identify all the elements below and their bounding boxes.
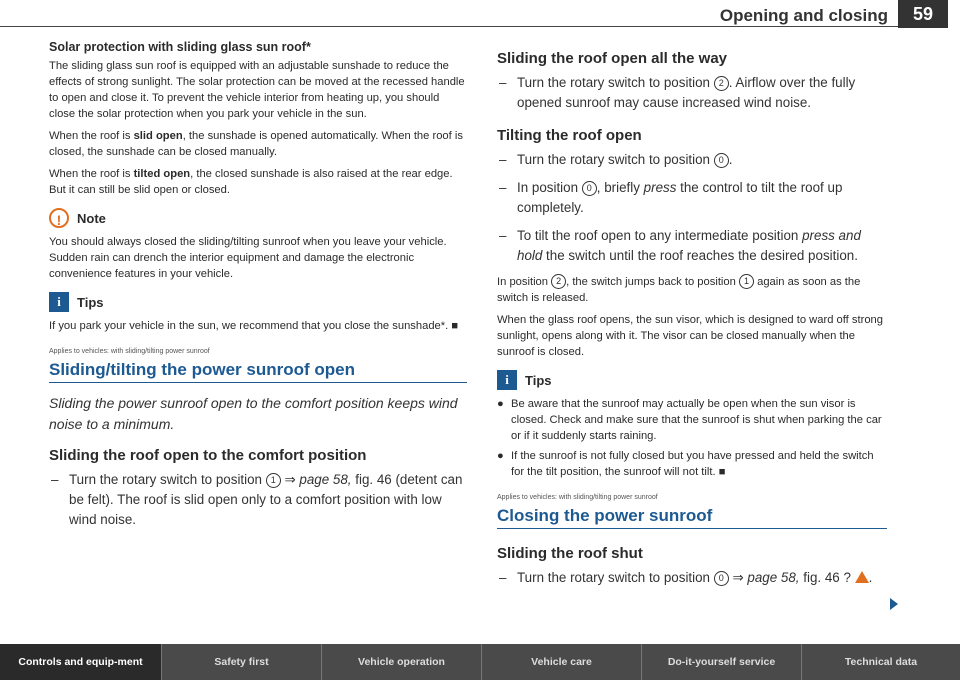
info-icon: i	[49, 292, 69, 312]
position-marker: 2	[551, 274, 566, 289]
page-reference-link[interactable]: page 58,	[299, 472, 352, 487]
all-way-heading: Sliding the roof open all the way	[497, 50, 728, 67]
note-heading	[49, 208, 467, 228]
section-rule	[49, 382, 467, 383]
tips-text: If you park your vehicle in the sun, we recommend that you close the sunshade*. ■	[49, 320, 459, 332]
header-rule	[0, 26, 918, 27]
footer-tab-care[interactable]: Vehicle care	[482, 644, 642, 680]
position-marker: 2	[714, 76, 729, 91]
position-marker: 0	[714, 153, 729, 168]
all-way-step: – Turn the rotary switch to position 2 . Airflow over the fully opened sunroof may cause increased wind noise.	[499, 75, 856, 110]
shut-step: – Turn the rotary switch to position 0 ⇒ page 58, fig. 46 ? .	[499, 570, 873, 585]
tips-label-right: Tips	[525, 372, 552, 388]
closing-rule	[497, 528, 887, 529]
tilt-step-2: – In position 0 , briefly press the control to tilt the roof up completely.	[499, 180, 843, 215]
page-number: 59	[898, 0, 948, 28]
footer-tab-operation[interactable]: Vehicle operation	[322, 644, 482, 680]
page-title: Opening and closing	[719, 6, 888, 25]
left-column	[49, 40, 467, 534]
tilt-step-1: – Turn the rotary switch to position 0 .	[499, 152, 733, 167]
position-marker: 0	[714, 571, 729, 586]
footer-tab-diy[interactable]: Do-it-yourself service	[642, 644, 802, 680]
lead-text: Sliding the power sunroof open to the comfort position keeps wind noise to a minimum.	[49, 395, 458, 432]
footer-tab-controls[interactable]: Controls and equip-ment	[0, 644, 162, 680]
continue-arrow-icon	[890, 598, 898, 610]
right-column	[497, 50, 887, 592]
warning-icon	[855, 571, 869, 583]
tilt-step-3: – To tilt the roof open to any intermediate position press and hold the switch until the roof reaches the desired position.	[499, 228, 861, 263]
tips-heading-right	[497, 370, 887, 390]
section-title: Sliding/tilting the power sunroof open	[49, 360, 355, 379]
page-reference-link[interactable]: page 58,	[747, 570, 800, 585]
solar-paragraph-1: The sliding glass sun roof is equipped with an adjustable sunshade to reduce the effects of strong sunlight. The solar protection can be moved at the recessed handle to open and close it. To prevent the vehicle interior from heating up, you should close the solar protection when you park your vehicle in the sun.	[49, 60, 465, 120]
tip-bullet-2: ● If the sunroof is not fully closed but you have pressed and held the switch for the tilt position, the sunroof will not tilt. ■	[497, 450, 874, 478]
closing-title: Closing the power sunroof	[497, 506, 713, 525]
tip-bullet-1: ● Be aware that the sunroof may actually be open when the sun visor is closed. Check and make sure that the sunroof is shut when parking the car or if it suddenly starts raining.	[497, 398, 882, 442]
note-text: You should always closed the sliding/tilting sunroof when you leave your vehicle. Sudden rain can drench the interior equipment and damage the electronic convenience features in your vehicle.	[49, 236, 447, 280]
tips-heading	[49, 292, 467, 312]
shut-heading: Sliding the roof shut	[497, 545, 643, 562]
footer-nav	[0, 644, 960, 680]
position-marker: 1	[739, 274, 754, 289]
comfort-step: – Turn the rotary switch to position 1 ⇒ page 58, fig. 46 (detent can be felt). The roof is slid open only to a comfort position with low wind noise.	[51, 472, 463, 527]
position-marker: 1	[266, 473, 281, 488]
exclamation-icon: !	[49, 208, 69, 228]
footer-tab-technical[interactable]: Technical data	[802, 644, 960, 680]
position-marker: 0	[582, 181, 597, 196]
position-paragraph: In position 2 , the switch jumps back to position 1 again as soon as the switch is released.	[497, 276, 861, 304]
tips-label: Tips	[77, 294, 104, 310]
footer-tab-safety[interactable]: Safety first	[162, 644, 322, 680]
solar-paragraph-2: When the roof is slid open, the sunshade is opened automatically. When the roof is closed, the sunshade can be closed manually.	[49, 130, 463, 158]
applies-note-right: Applies to vehicles: with sliding/tilting power sunroof	[497, 494, 658, 501]
comfort-heading: Sliding the roof open to the comfort position	[49, 447, 367, 464]
note-label: Note	[77, 210, 106, 226]
solar-paragraph-3: When the roof is tilted open, the closed sunshade is also raised at the rear edge. But it can still be slid open or closed.	[49, 168, 453, 196]
applies-note: Applies to vehicles: with sliding/tilting power sunroof	[49, 348, 210, 355]
visor-paragraph: When the glass roof opens, the sun visor, which is designed to ward off strong sunlight, opens along with it. The visor can be closed manually when the sunroof is closed.	[497, 314, 883, 358]
info-icon: i	[497, 370, 517, 390]
tilt-heading: Tilting the roof open	[497, 127, 642, 144]
solar-heading: Solar protection with sliding glass sun roof*	[49, 40, 311, 54]
